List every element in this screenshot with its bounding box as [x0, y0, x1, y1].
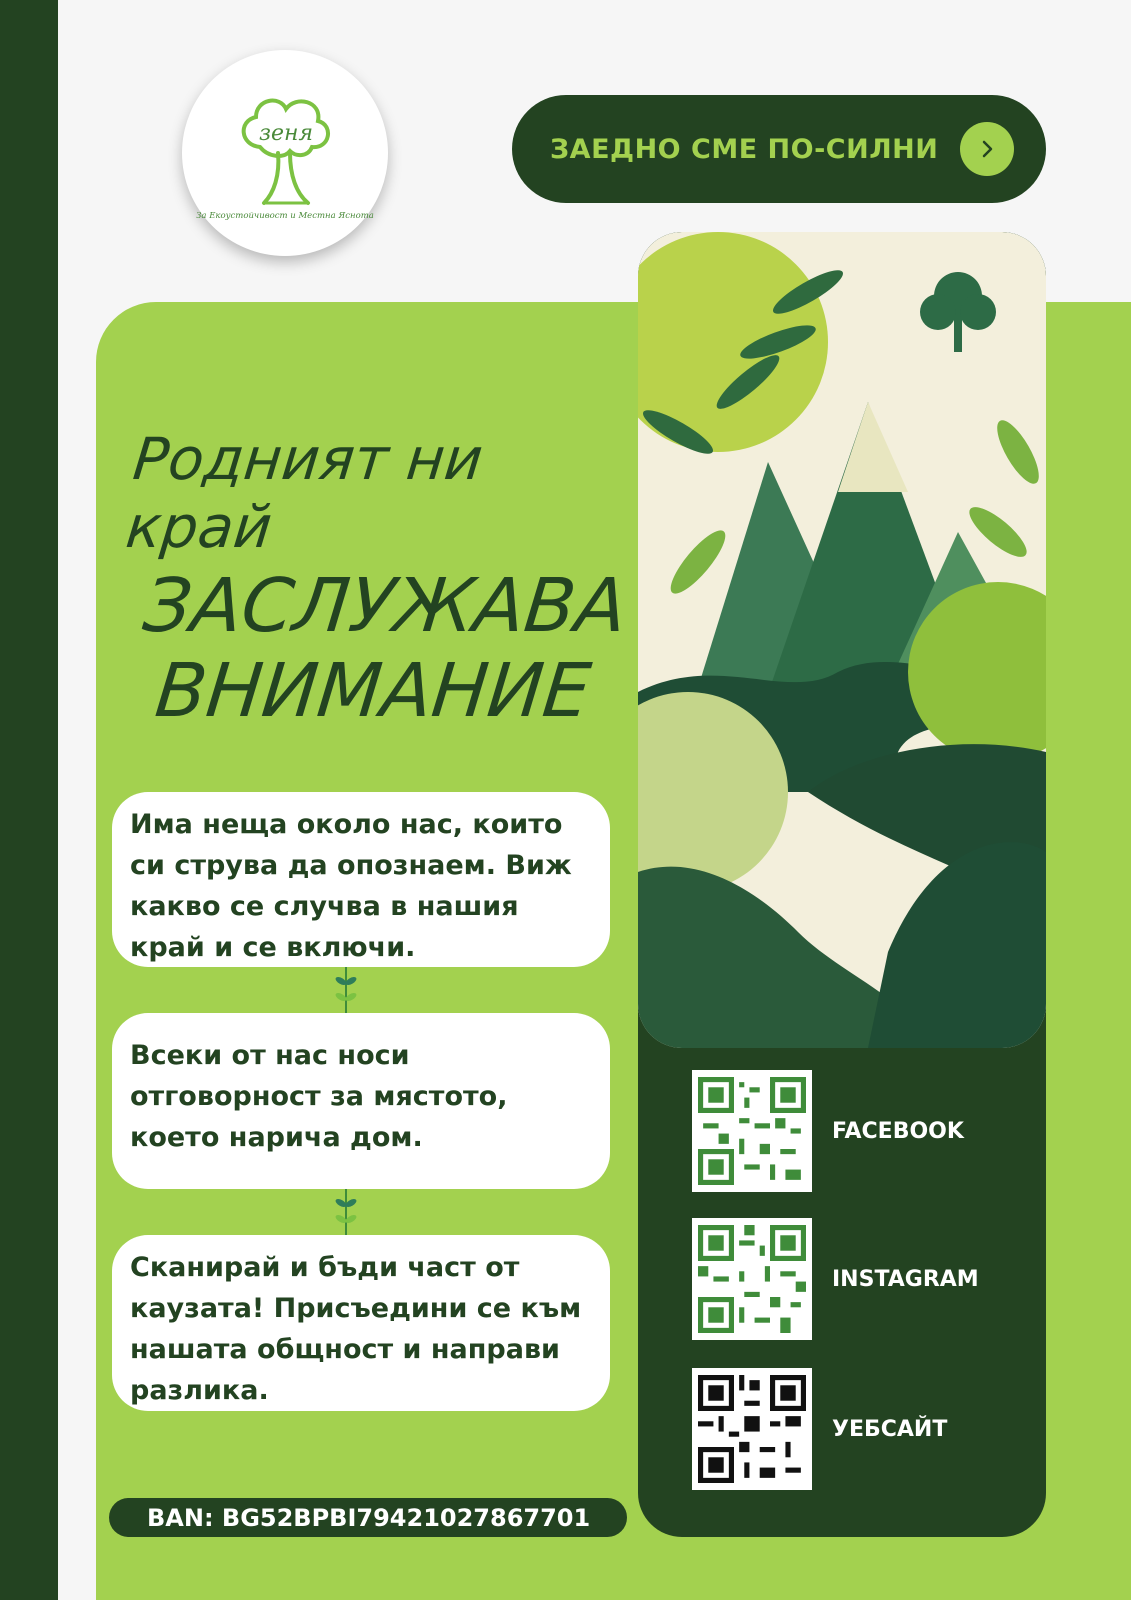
- instagram-label[interactable]: INSTAGRAM: [832, 1266, 979, 1292]
- organization-logo: [182, 50, 388, 256]
- right-column: [638, 232, 1046, 1537]
- qr-code-icon[interactable]: [692, 1368, 812, 1490]
- info-card: Сканирай и бъди част от каузата! Присъедини се към нашата общност и направи разлика.: [112, 1235, 610, 1411]
- iban-text: BAN: BG52BPBI79421027867701: [147, 1503, 591, 1532]
- info-card: Всеки от нас носи отговорност за мястото, което нарича дом.: [112, 1013, 610, 1189]
- instagram-qr-code: [698, 1224, 806, 1334]
- nature-illustration: [638, 232, 1046, 1048]
- pill-label: ЗАЕДНО СМЕ ПО-СИЛНИ: [550, 133, 939, 165]
- headline-line-1: Родният ни край: [122, 425, 487, 561]
- tree-logo-icon: [220, 85, 350, 215]
- facebook-label[interactable]: FACEBOOK: [832, 1118, 964, 1144]
- website-label[interactable]: УЕБСАЙТ: [832, 1416, 948, 1442]
- logo-wordmark: зеня: [258, 121, 314, 146]
- qr-code-icon[interactable]: [692, 1218, 812, 1340]
- iban-badge: [109, 1498, 627, 1537]
- facebook-qr-code: [698, 1076, 806, 1186]
- leaf-connector-icon: [333, 967, 359, 1013]
- website-qr-code: [698, 1374, 806, 1484]
- chevron-right-icon[interactable]: [960, 122, 1014, 176]
- headline-line-2: ЗАСЛУЖАВА: [139, 563, 631, 649]
- logo-tagline: За Екоустойчивост и Местна Яснота: [196, 211, 374, 221]
- info-card: Има неща около нас, които си струва да опознаем. Виж какво се случва в нашия край и се включи.: [112, 792, 610, 967]
- qr-code-icon[interactable]: [692, 1070, 812, 1192]
- leaf-connector-icon: [333, 1189, 359, 1235]
- instagram-link[interactable]: [692, 1218, 979, 1340]
- facebook-link[interactable]: [692, 1070, 964, 1192]
- website-link[interactable]: [692, 1368, 947, 1490]
- together-stronger-button[interactable]: [512, 95, 1046, 203]
- page-headline: [122, 425, 631, 734]
- left-decorative-strip: [0, 0, 58, 1600]
- headline-line-3: ВНИМАНИЕ: [151, 648, 595, 734]
